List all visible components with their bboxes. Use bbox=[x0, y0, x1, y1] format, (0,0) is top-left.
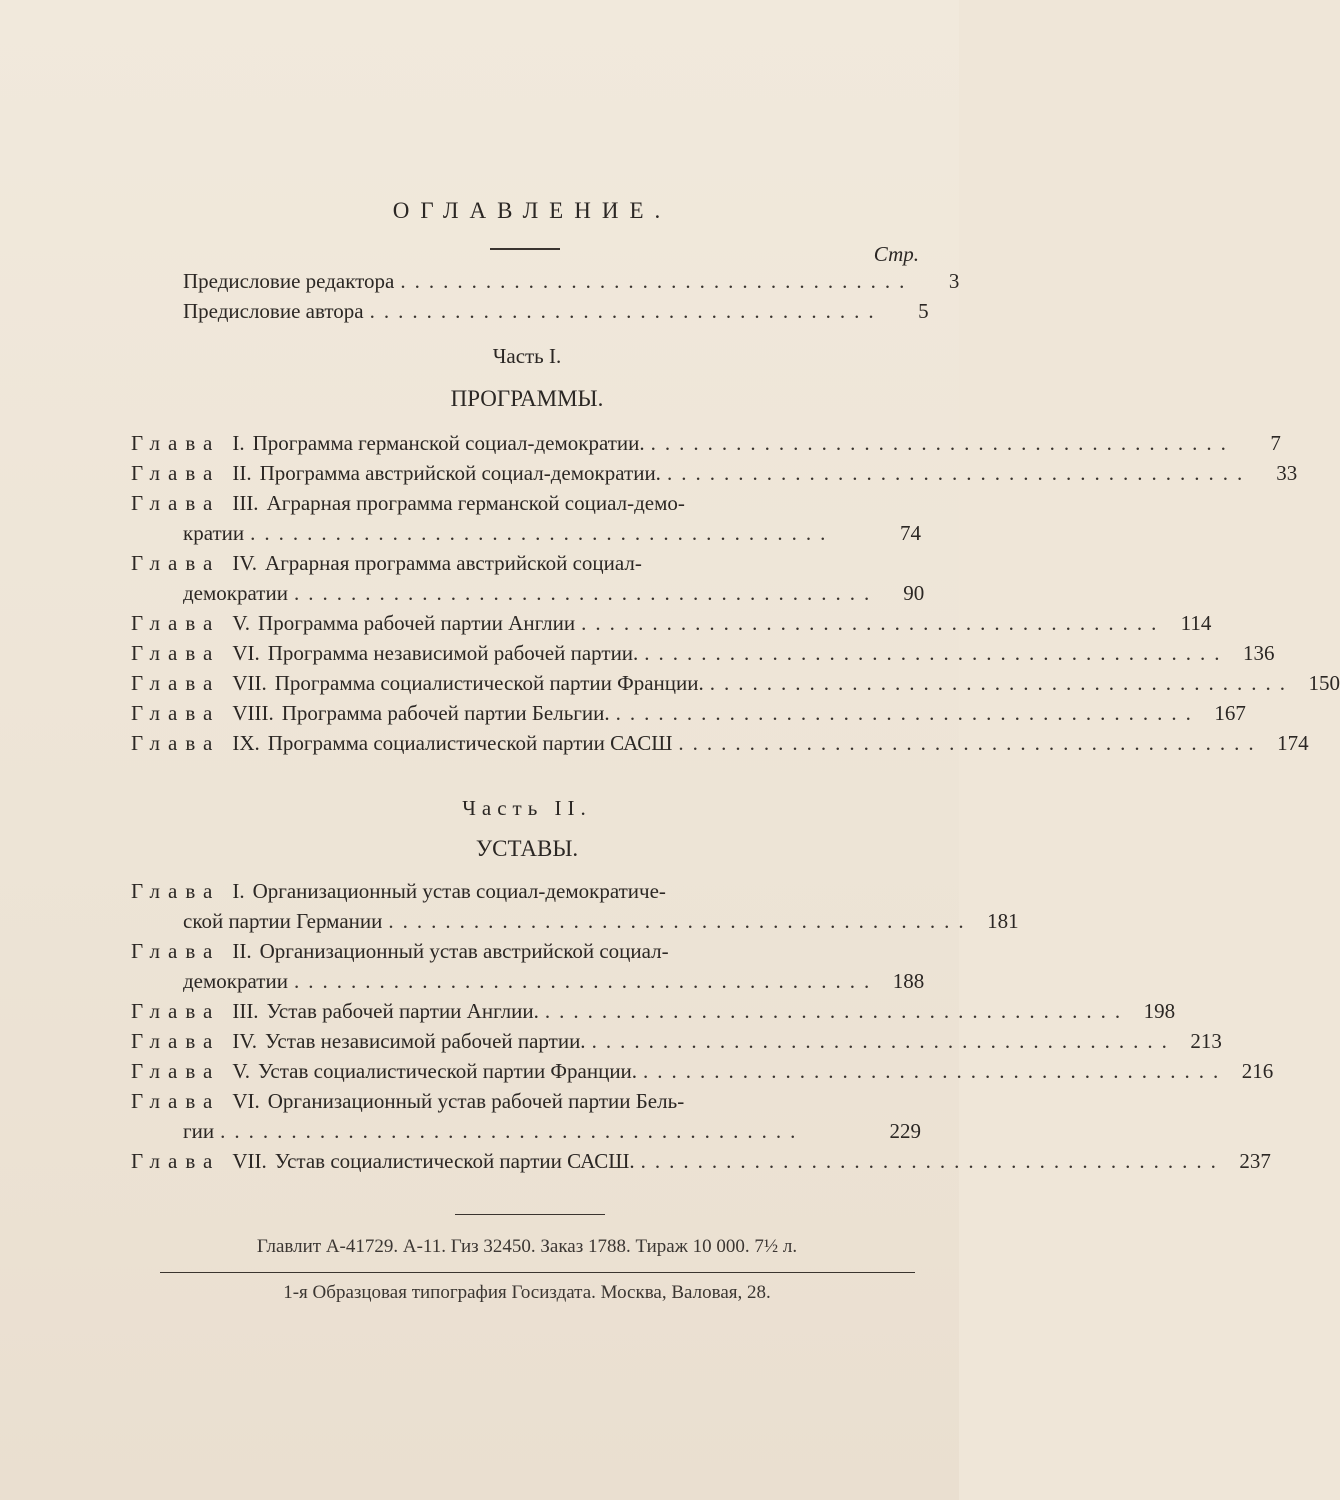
toc-entry-page: 114 bbox=[1180, 611, 1212, 635]
leader-dots: ......................................... bbox=[640, 1149, 1225, 1173]
chapter-number: V. bbox=[232, 611, 251, 635]
chapter-number: IX. bbox=[232, 731, 260, 755]
toc-entry-chapter[interactable] bbox=[131, 608, 1212, 638]
toc-entry-line-1 bbox=[131, 876, 666, 906]
chapter-prefix: Глава bbox=[131, 431, 221, 455]
toc-entry-chapter[interactable] bbox=[131, 728, 1309, 758]
toc-entry-text: Предисловие автора bbox=[183, 299, 364, 323]
printer-line: 1-я Образцовая типография Госиздата. Москва, Валовая, 28. bbox=[283, 1282, 771, 1303]
toc-entry-page: 3 bbox=[948, 269, 960, 293]
toc-entry-text: Программа германской социал-демократии. bbox=[252, 431, 645, 455]
chapter-number: V. bbox=[232, 1059, 251, 1083]
toc-entry-text: Программа социалистической партии Франции. bbox=[274, 671, 704, 695]
leader-dots: ......................................... bbox=[250, 521, 835, 545]
toc-entry-text: Устав рабочей партии Англии. bbox=[266, 999, 539, 1023]
leader-dots: ......................................... bbox=[615, 701, 1200, 725]
part-2-title: УСТАВЫ. bbox=[475, 836, 579, 861]
toc-entry-page: 181 bbox=[987, 909, 1019, 933]
toc-entry-chapter[interactable] bbox=[183, 518, 921, 548]
chapter-number: VI. bbox=[232, 1089, 260, 1113]
toc-entry-chapter[interactable] bbox=[131, 428, 1281, 458]
chapter-prefix: Глава bbox=[131, 1029, 221, 1053]
toc-entry-chapter[interactable] bbox=[131, 698, 1246, 728]
toc-entry-page: 229 bbox=[889, 1119, 921, 1143]
toc-entry-text: Программа рабочей партии Англии bbox=[258, 611, 576, 635]
toc-entry-text: Программа независимой рабочей партии. bbox=[267, 641, 639, 665]
leader-dots: ......................................... bbox=[544, 999, 1130, 1023]
imprint-line: Главлит А-41729. А-11. Гиз 32450. Заказ 1788. Тираж 10 000. 7½ л. bbox=[256, 1236, 798, 1257]
footer-rule bbox=[455, 1214, 605, 1215]
chapter-prefix: Глава bbox=[131, 611, 221, 635]
toc-entry-text: Устав независимой рабочей партии. bbox=[265, 1029, 586, 1053]
toc-entry-page: 213 bbox=[1190, 1029, 1222, 1053]
leader-dots: ......................................... bbox=[581, 611, 1166, 635]
toc-entry-chapter[interactable] bbox=[131, 1026, 1222, 1056]
toc-entry-text: Организационный устав австрийской социал- bbox=[259, 939, 669, 963]
toc-entry-line-1 bbox=[131, 488, 685, 518]
toc-entry-page: 33 bbox=[1276, 461, 1298, 485]
toc-entry-text-cont: демократии bbox=[183, 969, 288, 993]
toc-entry-page: 5 bbox=[918, 299, 929, 323]
leader-dots: ......................................... bbox=[678, 731, 1263, 755]
toc-entry-page: 174 bbox=[1277, 731, 1309, 755]
chapter-prefix: Глава bbox=[131, 731, 221, 755]
chapter-number: IV. bbox=[232, 551, 258, 575]
toc-entry-text: Аграрная программа австрийской социал- bbox=[265, 551, 642, 575]
chapter-number: III. bbox=[232, 999, 259, 1023]
toc-entry-chapter[interactable] bbox=[131, 458, 1298, 488]
toc-entry-page: 7 bbox=[1270, 431, 1281, 455]
toc-entry-text-cont: ской партии Германии bbox=[183, 909, 383, 933]
leader-dots: ......................................... bbox=[650, 431, 1235, 455]
toc-entry-text: Аграрная программа германской социал-демо- bbox=[266, 491, 685, 515]
toc-entry-text-cont: кратии bbox=[183, 521, 245, 545]
toc-entry-page: 74 bbox=[900, 521, 921, 545]
chapter-number: IV. bbox=[232, 1029, 258, 1053]
leader-dots: ......................................... bbox=[293, 581, 879, 605]
chapter-number: II. bbox=[232, 461, 252, 485]
chapter-number: I. bbox=[232, 431, 245, 455]
toc-entry-line-1 bbox=[131, 1086, 684, 1116]
toc-entry-page: 136 bbox=[1243, 641, 1275, 665]
toc-entry-chapter[interactable] bbox=[183, 906, 1019, 936]
leader-dots: ......................................... bbox=[643, 1059, 1228, 1083]
toc-entry-chapter[interactable] bbox=[131, 996, 1176, 1026]
leader-dots: ......................................... bbox=[644, 641, 1229, 665]
toc-entry-chapter[interactable] bbox=[131, 1056, 1274, 1086]
toc-entry-text: Организационный устав рабочей партии Бель- bbox=[267, 1089, 685, 1113]
chapter-prefix: Глава bbox=[131, 1089, 221, 1113]
leader-dots: ......................................... bbox=[591, 1029, 1176, 1053]
leader-dots: ......................................... bbox=[220, 1119, 805, 1143]
part-1-title: ПРОГРАММЫ. bbox=[450, 386, 604, 411]
page-column-label: Стр. bbox=[873, 242, 919, 266]
chapter-prefix: Глава bbox=[131, 671, 221, 695]
toc-entry-chapter[interactable] bbox=[183, 578, 925, 608]
toc-entry-text: Организационный устав социал-демократиче- bbox=[252, 879, 666, 903]
toc-entry-page: 167 bbox=[1214, 701, 1246, 725]
toc-entry-text: Программа рабочей партии Бельгии. bbox=[281, 701, 610, 725]
chapter-prefix: Глава bbox=[131, 879, 221, 903]
chapter-prefix: Глава bbox=[131, 701, 221, 725]
toc-entry-chapter[interactable] bbox=[131, 638, 1275, 668]
chapter-number: VII. bbox=[232, 1149, 267, 1173]
toc-entry-line-1 bbox=[131, 548, 642, 578]
footer-rule-long bbox=[160, 1272, 915, 1273]
chapter-number: VI. bbox=[232, 641, 260, 665]
toc-entry-preface-editor[interactable] bbox=[183, 266, 960, 296]
toc-entry-page: 90 bbox=[903, 581, 925, 605]
chapter-prefix: Глава bbox=[131, 491, 221, 515]
leader-dots: ......................................... bbox=[293, 969, 879, 993]
chapter-prefix: Глава bbox=[131, 461, 221, 485]
chapter-prefix: Глава bbox=[131, 551, 221, 575]
toc-entry-text: Устав социалистической партии Франции. bbox=[258, 1059, 638, 1083]
chapter-number: VII. bbox=[232, 671, 267, 695]
toc-entry-chapter[interactable] bbox=[183, 1116, 921, 1146]
chapter-number: II. bbox=[232, 939, 252, 963]
toc-entry-line-1 bbox=[131, 936, 669, 966]
toc-entry-chapter[interactable] bbox=[131, 668, 1340, 698]
part-2-label: Часть II. bbox=[462, 796, 592, 820]
toc-entry-text: Программа социалистической партии САСШ bbox=[267, 731, 673, 755]
toc-heading: ОГЛАВЛЕНИЕ. bbox=[392, 198, 672, 223]
leader-dots: .................................... bbox=[369, 299, 883, 323]
chapter-number: I. bbox=[232, 879, 245, 903]
leader-dots: ......................................... bbox=[666, 461, 1252, 485]
toc-entry-text: Программа австрийской социал-демократии. bbox=[259, 461, 661, 485]
heading-rule bbox=[490, 248, 560, 250]
chapter-prefix: Глава bbox=[131, 641, 221, 665]
chapter-prefix: Глава bbox=[131, 1059, 221, 1083]
chapter-prefix: Глава bbox=[131, 999, 221, 1023]
toc-entry-page: 216 bbox=[1241, 1059, 1274, 1083]
toc-entry-text-cont: демократии bbox=[183, 581, 288, 605]
chapter-number: VIII. bbox=[232, 701, 274, 725]
leader-dots: .................................... bbox=[400, 269, 914, 293]
part-1-label: Часть I. bbox=[492, 344, 562, 368]
toc-entry-text: Устав социалистической партии САСШ. bbox=[274, 1149, 635, 1173]
toc-entry-chapter[interactable] bbox=[131, 1146, 1271, 1176]
leader-dots: ......................................... bbox=[388, 909, 973, 933]
toc-entry-page: 198 bbox=[1143, 999, 1176, 1023]
toc-entry-page: 150 bbox=[1308, 671, 1340, 695]
toc-entry-chapter[interactable] bbox=[183, 966, 925, 996]
chapter-number: III. bbox=[232, 491, 259, 515]
chapter-prefix: Глава bbox=[131, 1149, 221, 1173]
toc-entry-text: Предисловие редактора bbox=[183, 269, 395, 293]
chapter-prefix: Глава bbox=[131, 939, 221, 963]
toc-entry-page: 237 bbox=[1239, 1149, 1271, 1173]
leader-dots: ......................................... bbox=[709, 671, 1294, 695]
toc-entry-text-cont: гии bbox=[183, 1119, 215, 1143]
toc-entry-preface-author[interactable] bbox=[183, 296, 929, 326]
toc-entry-page: 188 bbox=[892, 969, 925, 993]
